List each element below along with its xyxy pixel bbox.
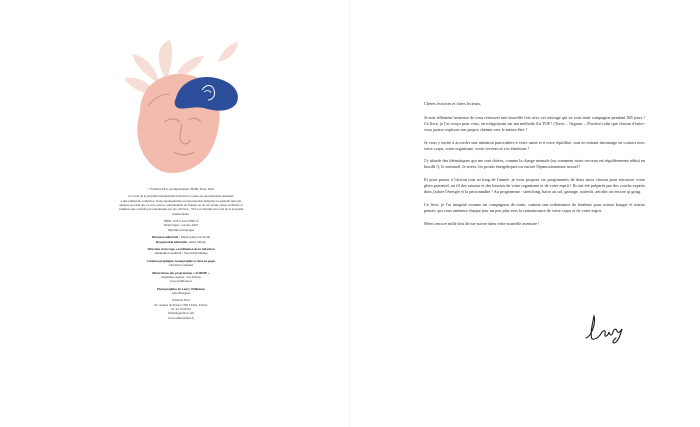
credit-person: : Marie-Anne Jost Kotik <box>178 235 211 240</box>
credit-role: Direction éditoriale <box>151 235 179 240</box>
credit-title: Illustrations des programmes « FORME » <box>152 270 210 275</box>
legal-line: quelque procédé que ce soit, sans le consentement de l'auteur ou de ses ayants cause est illicite et <box>119 203 243 208</box>
legal-line: constitue une contrefaçon sanctionnée par les articles L. 335-2 et suivants du Code de la propriété <box>118 207 244 212</box>
letter-body <box>424 101 645 234</box>
letter-paragraph: Merci encore mille fois de me suivre dans cette nouvelle aventure ! <box>424 220 540 226</box>
publisher-email: firstinfo@efirst.com <box>167 311 195 316</box>
credit-person: Line Bourgeas <box>171 290 191 295</box>
right-page <box>350 0 700 427</box>
printed-in: Imprimé en Espagne <box>167 227 195 232</box>
letter-greeting: Chères lectrices et chers lecteurs, <box>424 101 482 106</box>
letter-paragraph: Et pour passer à l'action tout au long de l'année, je vous propose six programmes de deux mois chacun pour retrouver votre plein potentiel, au fil des saisons et des besoins de votre organisme et de votre esprit ! Ils ont été préparés par des coachs experts dont j'adore l'énergie et la personnalité ! Au programme : stretching, barre au sol, gainage, waterfit, aérobic ou encore qi gong. <box>424 177 645 195</box>
letter-paragraph: Ce livre, je l'ai imaginé comme un compagnon de route, comme une ordonnance de bonheur pour mieux bouger et mieux penser, qui vous amènera chaque jour un peu plus vers la connaissance de votre corps et de votre esprit. <box>424 201 645 213</box>
publisher-street: 92, avenue de France 75013 Paris, France <box>154 302 208 307</box>
publisher-name: Éditions First <box>172 298 190 303</box>
credit-title: Direction d'ouvrage, coordination de la rédaction <box>147 247 215 252</box>
signature <box>582 312 626 344</box>
depot-legal: Dépôt légal : octobre 2022 <box>164 223 198 228</box>
credit-person: Angélique Agasse / Les Infoets <box>161 274 201 279</box>
publisher-address <box>115 298 247 319</box>
publisher-website: www.editionsfirst.fr <box>168 315 194 320</box>
credit-title: Photographies de Laury Thilleman <box>157 286 205 291</box>
credit-editorial-manager <box>115 240 247 244</box>
legal-line: intellectuelle. <box>172 211 190 216</box>
legal-line: à une utilisation collective. Toute représentation ou reproduction intégrale ou partielle faite par <box>120 198 242 203</box>
isbn: ISBN : 978-2-412-07697-0 <box>163 219 199 224</box>
credit-title: Création graphique, iconographie et mise en pages <box>146 258 216 263</box>
credit-person: : Aline Sibony <box>186 239 206 244</box>
legal-line: Le Code de la propriété intellectuelle interdit les copies ou reproductions destinées <box>128 194 234 199</box>
credit-role: Responsable éditoriale <box>156 239 187 244</box>
imprint <box>115 187 247 323</box>
credit-person: Amandine Goudmidi / Storytellin Mediae <box>154 251 208 256</box>
face-illustration <box>118 40 244 180</box>
letter-paragraph: Je suis tellement heureuse de vous retrouver une nouvelle fois avec cet ouvrage qui va vous tenir compagnie pendant 365 jours ! Ce livre, je l'ai conçu pour vous, en m'appuyant sur ma méthode Au TOP ! (Tonic – Organic – Positive) afin que chacun d'entre-vous puisse explorer son propre chemin vers le mieux-être ! <box>424 114 645 132</box>
copyright-line: © Éditions First, un département d'Édi8, Paris, 2022. <box>147 187 215 191</box>
legal-text <box>115 194 247 215</box>
credit-website: www.lesinfoets.fr <box>169 279 193 284</box>
credit-person: Charlotte Cabanuet <box>168 263 194 268</box>
letter-paragraph: J'y aborde des thématiques qui me sont chères, comme la charge mentale (ou comment notre cerveau est régulièrement réduit en bouilli !), le sommeil, le stress, les points énergétiques ou encore l'épanouissement sexuel ! <box>424 158 645 170</box>
letter-paragraph: Je vous y invite à accorder une attention particulière à votre santé et à votre équilibre, tout en entrant davantage en contact avec votre corps, votre organisme, votre cerveau et vos émotions ! <box>424 139 645 151</box>
publisher-phone: 01 44 16 09 00 <box>171 307 191 312</box>
